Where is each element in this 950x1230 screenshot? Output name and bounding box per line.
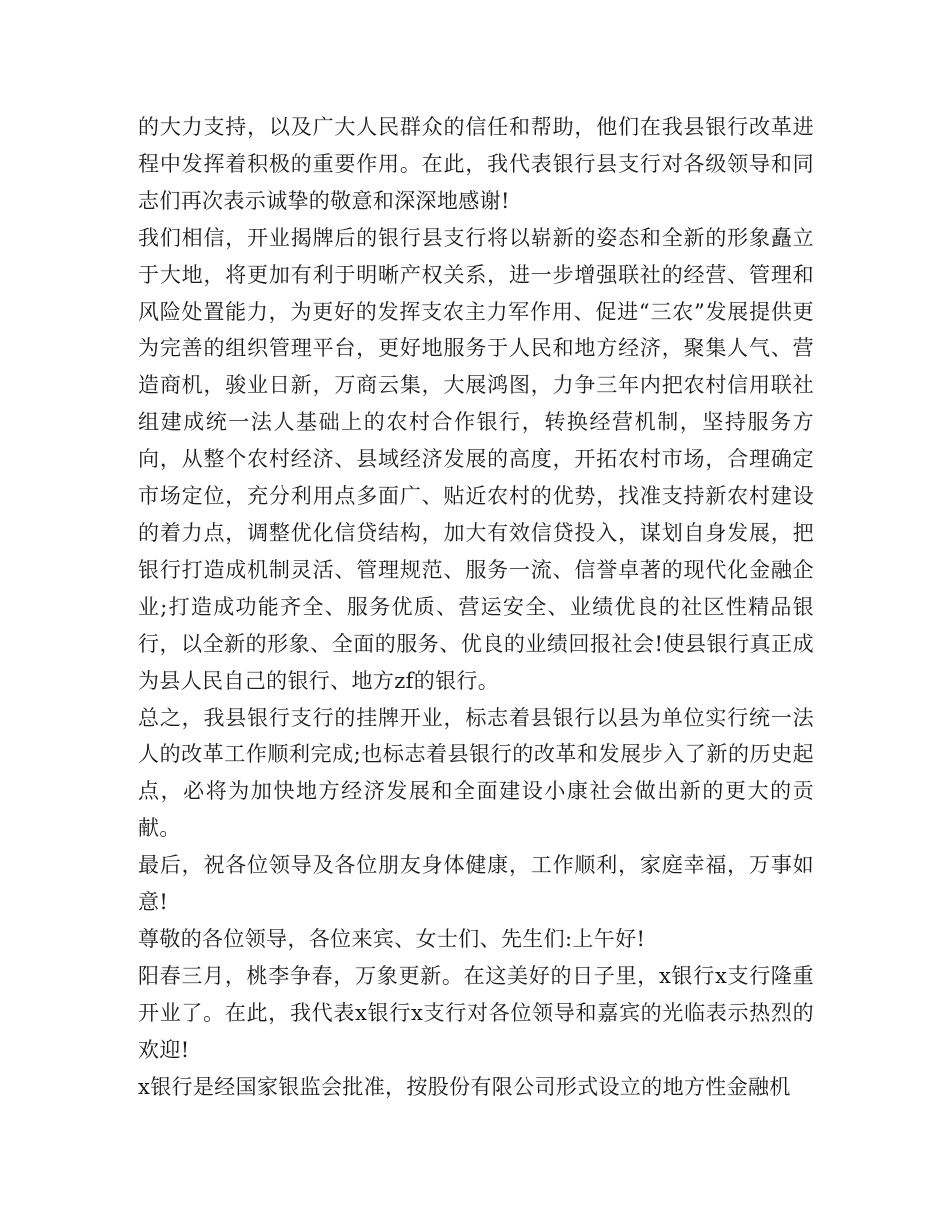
paragraph-2: 我们相信，开业揭牌后的银行县支行将以崭新的姿态和全新的形象矗立于大地，将更加有利于明晰产权关系，进一步增强联社的经营、管理和风险处置能力，为更好的发挥支农主力军作用、促进“三农”发展提供更为完善的组织管理平台，更好地服务于人民和地方经济，聚集人气、营造商机，骏业日新，万商云集，大展鸿图，力争三年内把农村信用联社组建成统一法人基础上的农村合作银行，转换经营机制，坚持服务方向，从整个农村经济、县域经济发展的高度，开拓农村市场，合理确定市场定位，充分利用点多面广、贴近农村的优势，找准支持新农村建设的着力点，调整优化信贷结构，加大有效信贷投入，谋划自身发展，把银行打造成机制灵活、管理规范、服务一流、信誉卓著的现代化金融企业;打造成功能齐全、服务优质、营运安全、业绩优良的社区性精品银行，以全新的形象、全面的服务、优良的业绩回报社会!使县银行真正成为县人民自己的银行、地方zf的银行。 <box>138 225 814 693</box>
paragraph-7: x银行是经国家银监会批准，按股份有限公司形式设立的地方性金融机 <box>138 1074 791 1099</box>
paragraph-6: 阳春三月，桃李争春，万象更新。在这美好的日子里，x银行x支行隆重开业了。在此，我代表x银行x支行对各位领导和嘉宾的光临表示热烈的欢迎! <box>138 963 814 1062</box>
paragraph-5: 尊敬的各位领导，各位来宾、女士们、先生们:上午好! <box>138 926 646 951</box>
paragraph-1: 的大力支持，以及广大人民群众的信任和帮助，他们在我县银行改革进程中发挥着积极的重要作用。在此，我代表银行县支行对各级领导和同志们再次表示诚挚的敬意和深深地感谢! <box>138 115 814 213</box>
paragraph-4: 最后，祝各位领导及各位朋友身体健康，工作顺利，家庭幸福，万事如意! <box>138 853 814 915</box>
document-body <box>138 109 814 1105</box>
paragraph-3: 总之，我县银行支行的挂牌开业，标志着县银行以县为单位实行统一法人的改革工作顺利完成;也标志着县银行的改革和发展步入了新的历史起点，必将为加快地方经济发展和全面建设小康社会做出新的更大的贡献。 <box>138 705 814 841</box>
